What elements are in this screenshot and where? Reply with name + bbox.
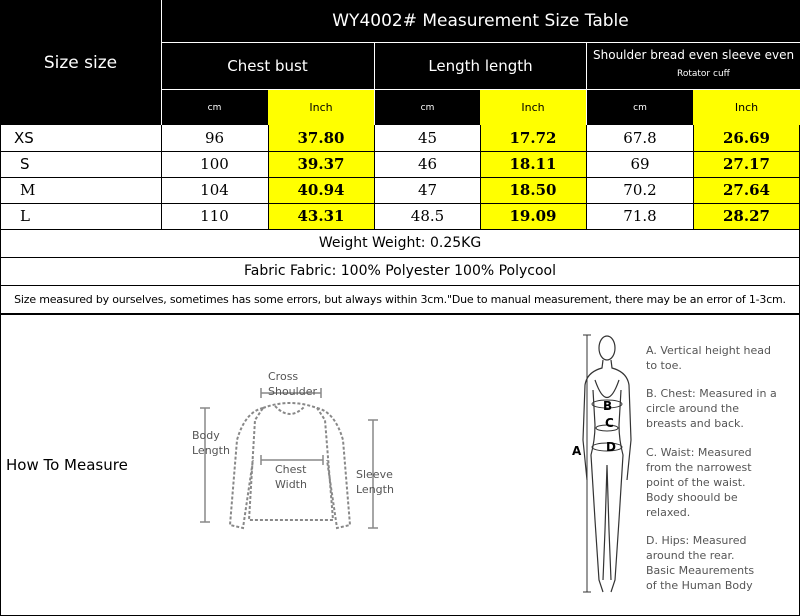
table-row-chest-inch: 39.37	[297, 155, 345, 173]
table-row-shoulder-inch: 28.27	[723, 207, 770, 225]
table-row-size: M	[20, 181, 36, 199]
table-row-shoulder-inch: 27.17	[723, 155, 770, 173]
table-row-size: XS	[14, 129, 34, 147]
table-row-size: S	[20, 155, 30, 173]
shoulder-group-label: Shoulder bread even sleeve even	[593, 48, 795, 62]
table-row-shoulder-cm: 71.8	[623, 207, 657, 225]
table-row-shoulder-cm: 69	[630, 155, 650, 173]
shoulder-cm-unit: cm	[587, 90, 693, 125]
body-length-label: Body Length	[192, 429, 230, 457]
note-d: D. Hips: Measured around the rear. Basic Meaurements of the Human Body	[646, 534, 755, 592]
table-row-length-cm: 47	[417, 181, 438, 199]
fabric-info: Fabric Fabric: 100% Polyester 100% Polycool	[243, 263, 557, 279]
how-to-measure-label: How To Measure	[6, 456, 128, 474]
table-title: WY4002# Measurement Size Table	[161, 0, 800, 42]
shoulder-group-header	[587, 43, 800, 89]
table-row-shoulder-inch: 26.69	[723, 129, 770, 147]
chest-inch-unit: Inch	[268, 90, 374, 125]
table-row-size: L	[20, 207, 30, 225]
cross-shoulder-label: Cross Shoulder	[268, 370, 317, 398]
table-row-length-inch: 18.50	[509, 181, 557, 199]
shoulder-inch-unit: Inch	[693, 90, 800, 125]
table-row-shoulder-cm: 67.8	[623, 129, 657, 147]
note-a: A. Vertical height head to toe.	[646, 344, 772, 372]
body-label-d: D	[606, 440, 616, 454]
table-row-chest-cm: 100	[200, 155, 229, 173]
body-label-a: A	[572, 444, 582, 458]
chest-cm-unit: cm	[161, 90, 268, 125]
table-row-length-inch: 18.11	[509, 155, 557, 173]
weight-info: Weight Weight: 0.25KG	[318, 235, 482, 251]
sleeve-length-label: Sleeve Length	[356, 468, 394, 496]
table-row-length-cm: 45	[417, 129, 438, 147]
table-row-length-cm: 48.5	[410, 207, 445, 225]
table-row-chest-cm: 96	[204, 129, 225, 147]
size-header: Size size	[0, 0, 161, 125]
table-row-chest-cm: 110	[200, 207, 229, 225]
body-label-b: B	[603, 399, 613, 413]
length-inch-unit: Inch	[480, 90, 586, 125]
table-row-shoulder-inch: 27.64	[723, 181, 770, 199]
measurement-note: Size measured by ourselves, sometimes has some errors, but always within 3cm."Due to manual measurement, there may be an error of 1-3cm.	[14, 292, 786, 306]
length-cm-unit: cm	[375, 90, 480, 125]
table-row-chest-inch: 40.94	[297, 181, 345, 199]
table-row-chest-inch: 43.31	[297, 207, 345, 225]
chest-width-label: Chest Width	[275, 463, 307, 491]
table-row-length-inch: 17.72	[509, 129, 557, 147]
body-figure	[565, 330, 645, 610]
table-row-length-inch: 19.09	[509, 207, 557, 225]
chest-group-header: Chest bust	[161, 43, 374, 89]
length-group-header: Length length	[375, 43, 586, 89]
note-c: C. Waist: Measured from the narrowest point of the waist. Body shoould be relaxed.	[646, 446, 752, 519]
shoulder-group-sublabel: Rotator cuff	[677, 69, 730, 79]
table-row-chest-inch: 37.80	[297, 129, 345, 147]
table-row-length-cm: 46	[417, 155, 438, 173]
table-row-chest-cm: 104	[200, 181, 229, 199]
table-row-shoulder-cm: 70.2	[623, 181, 657, 199]
body-label-c: C	[605, 416, 614, 430]
note-b: B. Chest: Measured in a circle around the breasts and back.	[646, 387, 777, 430]
